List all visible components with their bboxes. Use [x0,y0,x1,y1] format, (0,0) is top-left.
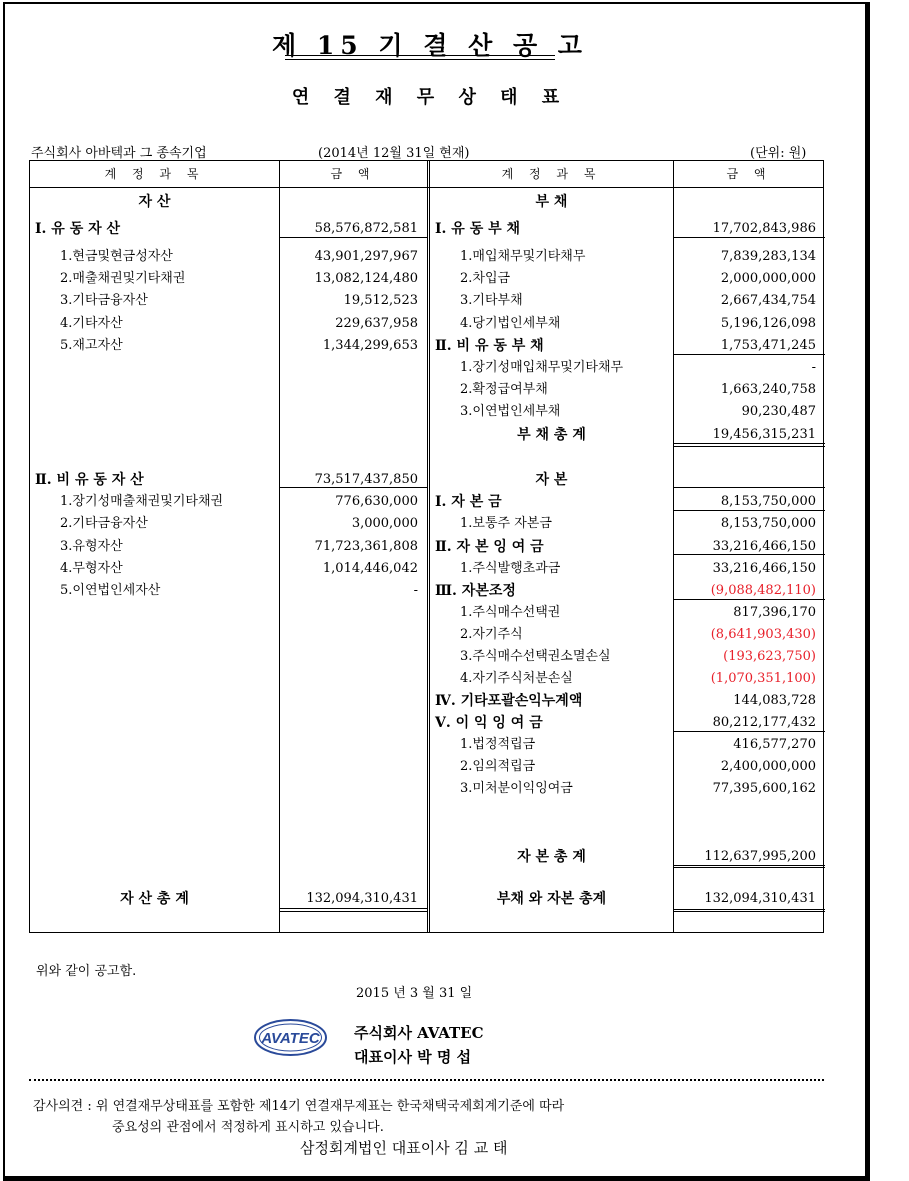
balance-sheet-table [29,160,824,933]
audit-opinion-line1: 감사의견 : 위 연결재무상태표를 포함한 제14기 연결재무제표는 한국채택국제회계기준에 따라 [33,1099,565,1114]
right-section-amount: 1,753,471,245 [720,338,816,353]
right-total-amount: 112,637,995,200 [704,849,816,864]
right-item-label: 1.매입채무및기타채무 [460,249,586,264]
right-header-label: 자 본 [535,472,568,488]
amount-rule [673,909,825,910]
right-section-amount: 80,212,177,432 [712,715,816,730]
left-item-amount: 776,630,000 [335,494,418,509]
left-item-label: 3.유형자산 [60,539,123,554]
right-total-label: 자 본 총 계 [517,849,586,865]
right-item-amount: (193,623,750) [723,649,816,664]
amount-rule [673,354,825,355]
right-section-amount: 144,083,728 [733,693,816,708]
left-item-label: 3.기타금융자산 [60,293,148,308]
right-item-amount: (8,641,903,430) [710,627,816,642]
left-total-label: 자 산 총 계 [120,891,189,907]
amount-rule [673,443,825,444]
notice-text: 위와 같이 공고함. [36,964,137,979]
left-item-amount: 13,082,124,480 [314,271,418,286]
logo-lettering: AVATEC [261,1030,320,1047]
audit-opinion-line2: 중요성의 관점에서 적정하게 표시하고 있습니다. [112,1120,384,1135]
right-item-label: 2.확정급여부채 [460,382,548,397]
right-item-label: 4.당기법인세부채 [460,316,561,331]
amount-rule [279,487,427,488]
header-amount-left: 금 액 [330,167,376,181]
right-total-label: 부채 와 자본 총계 [496,891,607,907]
amount-rule [673,911,825,912]
left-item-amount: - [413,583,418,598]
amount-rule [673,554,825,555]
amount-rule [673,237,825,238]
right-item-amount: - [811,360,816,375]
right-item-label: 3.이연법인세부채 [460,404,561,419]
left-item-label: 1.장기성매출채권및기타채권 [60,494,224,509]
left-item-amount: 19,512,523 [343,293,418,308]
left-item-amount: 71,723,361,808 [314,539,418,554]
left-item-label: 5.이연법인세자산 [60,583,161,598]
header-divider [30,187,823,188]
amount-rule [673,446,825,447]
right-item-label: 1.장기성매입채무및기타채무 [460,360,624,375]
right-total-label: 부 채 총 계 [517,427,586,443]
right-item-label: 4.자기주식처분손실 [460,671,573,686]
right-item-label: 2.차입금 [460,271,511,286]
right-item-amount: 33,216,466,150 [712,561,816,576]
notice-date: 2015 년 3 월 31 일 [356,986,473,1001]
left-section-amount: 73,517,437,850 [314,472,418,487]
amount-rule [673,510,825,511]
right-item-amount: 2,000,000,000 [720,271,816,286]
left-item-label: 1.현금및현금성자산 [60,249,173,264]
amount-rule [279,908,427,909]
statement-date: (2014년 12월 31일 현재) [318,146,470,161]
left-section-label: Ⅱ. 비 유 동 자 산 [35,472,144,488]
right-item-label: 1.주식발행초과금 [460,561,561,576]
right-item-label: 3.주식매수선택권소멸손실 [460,649,611,664]
left-item-label: 4.무형자산 [60,561,123,576]
left-total-amount: 132,094,310,431 [306,891,418,906]
left-section-amount: 58,576,872,581 [314,221,418,236]
right-section-label: Ⅱ. 자 본 잉 여 금 [435,539,544,555]
header-account-right: 계 정 과 목 [501,167,602,181]
right-section-amount: 33,216,466,150 [712,539,816,554]
right-item-amount: 1,663,240,758 [720,382,816,397]
amount-rule [279,911,427,912]
right-section-label: Ⅲ. 자본조정 [435,583,516,599]
right-item-amount: 5,196,126,098 [720,316,816,331]
left-item-amount: 43,901,297,967 [314,249,418,264]
left-item-label: 4.기타자산 [60,316,123,331]
left-item-label: 5.재고자산 [60,338,123,353]
right-section-amount: (9,088,482,110) [710,583,816,598]
right-item-label: 3.미처분이익잉여금 [460,781,573,796]
right-section-label: Ⅳ. 기타포괄손익누계액 [435,693,583,709]
left-item-label: 2.매출채권및기타채권 [60,271,186,286]
right-item-amount: 90,230,487 [741,404,816,419]
right-section-label: Ⅰ. 유 동 부 채 [435,221,521,237]
dotted-separator [29,1079,824,1081]
right-item-label: 1.법정적립금 [460,737,536,752]
header-amount-right: 금 액 [726,167,772,181]
amount-rule [279,237,427,238]
page-title: 제 15 기 결 산 공 고 [272,31,588,60]
right-item-label: 2.자기주식 [460,627,523,642]
right-total-amount: 132,094,310,431 [704,891,816,906]
right-item-amount: 8,153,750,000 [720,516,816,531]
left-header-label: 자 산 [138,194,171,210]
right-section-amount: 17,702,843,986 [712,221,816,236]
left-item-amount: 1,014,446,042 [322,561,418,576]
right-item-label: 1.주식매수선택권 [460,605,561,620]
left-section-label: Ⅰ. 유 동 자 산 [35,221,121,237]
amount-rule [673,867,825,868]
column-divider [427,161,430,932]
unit-label: (단위: 원) [750,146,807,161]
right-item-label: 3.기타부채 [460,293,523,308]
right-item-amount: 416,577,270 [733,737,816,752]
right-section-amount: 8,153,750,000 [720,494,816,509]
title-underline [285,55,555,56]
right-section-label: Ⅰ. 자 본 금 [435,494,502,510]
right-total-amount: 19,456,315,231 [712,427,816,442]
right-item-amount: 77,395,600,162 [712,781,816,796]
auditor-name: 삼정회계법인 대표이사 김 교 태 [300,1139,508,1157]
title-underline [285,59,555,60]
amount-rule [673,865,825,866]
right-item-amount: 2,400,000,000 [720,759,816,774]
right-item-label: 2.임의적립금 [460,759,536,774]
right-item-amount: (1,070,351,100) [710,671,816,686]
company-signature: 주식회사 AVATEC [354,1024,484,1042]
left-item-amount: 229,637,958 [335,316,418,331]
right-header-label: 부 채 [535,194,568,210]
header-account-left: 계 정 과 목 [104,167,205,181]
amount-rule [673,599,825,600]
avatec-logo [253,1017,328,1058]
left-item-amount: 1,344,299,653 [322,338,418,353]
right-section-label: Ⅴ. 이 익 잉 여 금 [435,715,543,731]
right-item-amount: 7,839,283,134 [720,249,816,264]
amount-rule [673,487,825,488]
ceo-name: 대표이사 박 명 섭 [354,1048,472,1066]
statement-title: 연 결 재 무 상 태 표 [291,87,569,108]
right-item-amount: 817,396,170 [733,605,816,620]
right-item-amount: 2,667,434,754 [720,293,816,308]
left-item-amount: 3,000,000 [351,516,418,531]
amount-rule [673,731,825,732]
left-item-label: 2.기타금융자산 [60,516,148,531]
right-section-label: Ⅱ. 비 유 동 부 채 [435,338,544,354]
company-name: 주식회사 아바텍과 그 종속기업 [31,146,207,161]
right-item-label: 1.보통주 자본금 [460,516,552,531]
